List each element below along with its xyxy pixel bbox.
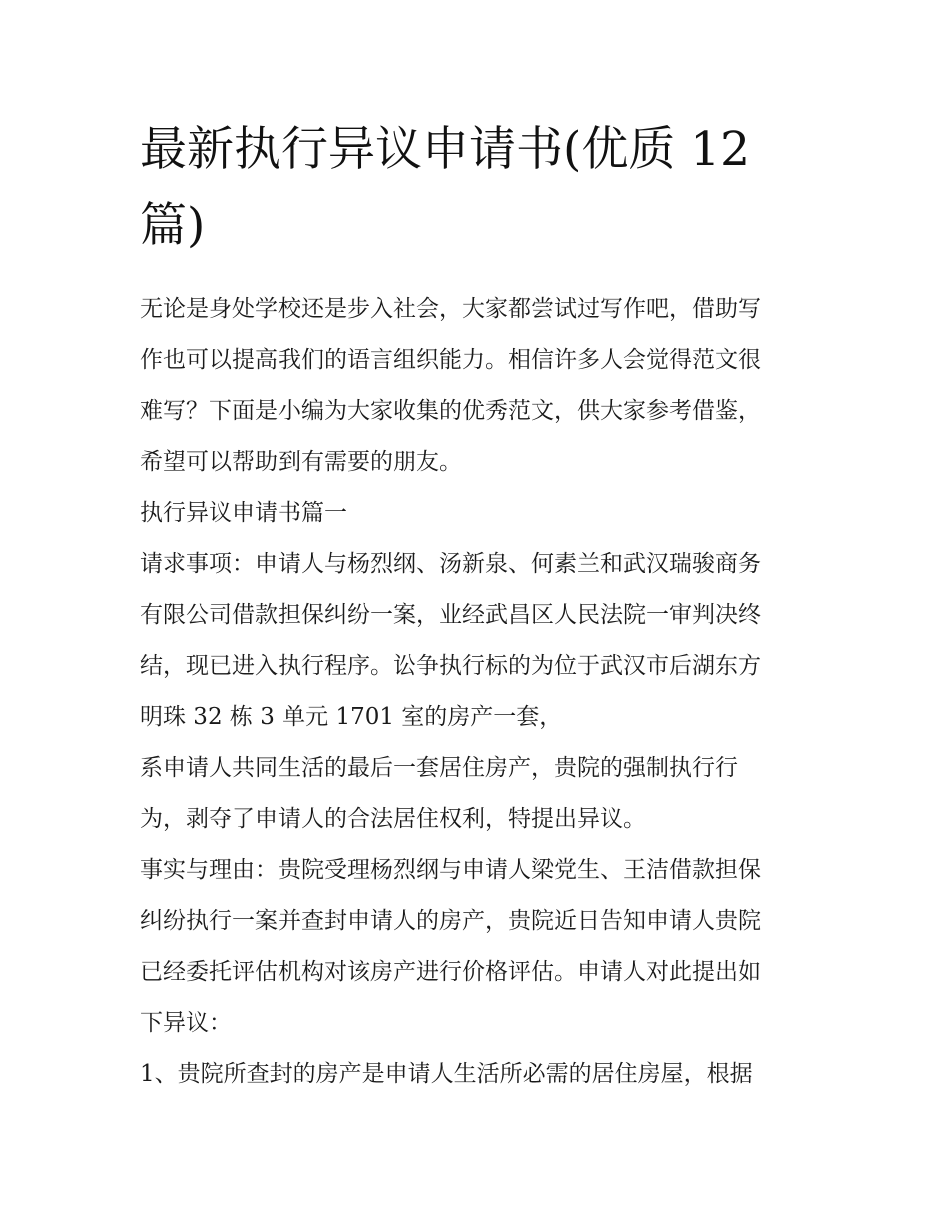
text-line: 1、贵院所查封的房产是申请人生活所必需的居住房屋，根据 (140, 1061, 753, 1087)
text-line: 已经委托评估机构对该房产进行价格评估。申请人对此提出如 (140, 959, 761, 985)
text-line: 纠纷执行一案并查封申请人的房产，贵院近日告知申请人贵院 (140, 908, 761, 934)
document-body (140, 284, 820, 1100)
title-line: 篇) (140, 198, 206, 253)
text-line: 为，剥夺了申请人的合法居住权利，特提出异议。 (140, 806, 646, 832)
section-heading (140, 488, 820, 539)
text-line: 系申请人共同生活的最后一套居住房产，贵院的强制执行行 (140, 755, 738, 781)
document-content (140, 112, 820, 1100)
facts-paragraph (140, 845, 820, 1049)
intro-paragraph (140, 284, 820, 488)
text-line: 无论是身处学校还是步入社会，大家都尝试过写作吧，借助写 (140, 296, 761, 322)
numbered-point (140, 1049, 820, 1100)
text-line: 希望可以帮助到有需要的朋友。 (140, 449, 462, 475)
text-line: 下异议： (140, 1010, 232, 1036)
text-line: 请求事项：申请人与杨烈纲、汤新泉、何素兰和武汉瑞骏商务 (140, 551, 761, 577)
request-paragraph (140, 539, 820, 743)
text-line: 有限公司借款担保纠纷一案，业经武昌区人民法院一审判决终 (140, 602, 761, 628)
text-line: 明珠 32 栋 3 单元 1701 室的房产一套， (140, 704, 563, 730)
text-line: 事实与理由：贵院受理杨烈纲与申请人梁党生、王洁借款担保 (140, 857, 761, 883)
text-line: 执行异议申请书篇一 (140, 500, 347, 526)
objection-paragraph (140, 743, 820, 845)
text-line: 结，现已进入执行程序。讼争执行标的为位于武汉市后湖东方 (140, 653, 761, 679)
document-title (140, 112, 820, 264)
text-line: 难写？下面是小编为大家收集的优秀范文，供大家参考借鉴， (140, 398, 761, 424)
title-line: 最新执行异议申请书(优质 12 (140, 122, 751, 177)
text-line: 作也可以提高我们的语言组织能力。相信许多人会觉得范文很 (140, 347, 761, 373)
